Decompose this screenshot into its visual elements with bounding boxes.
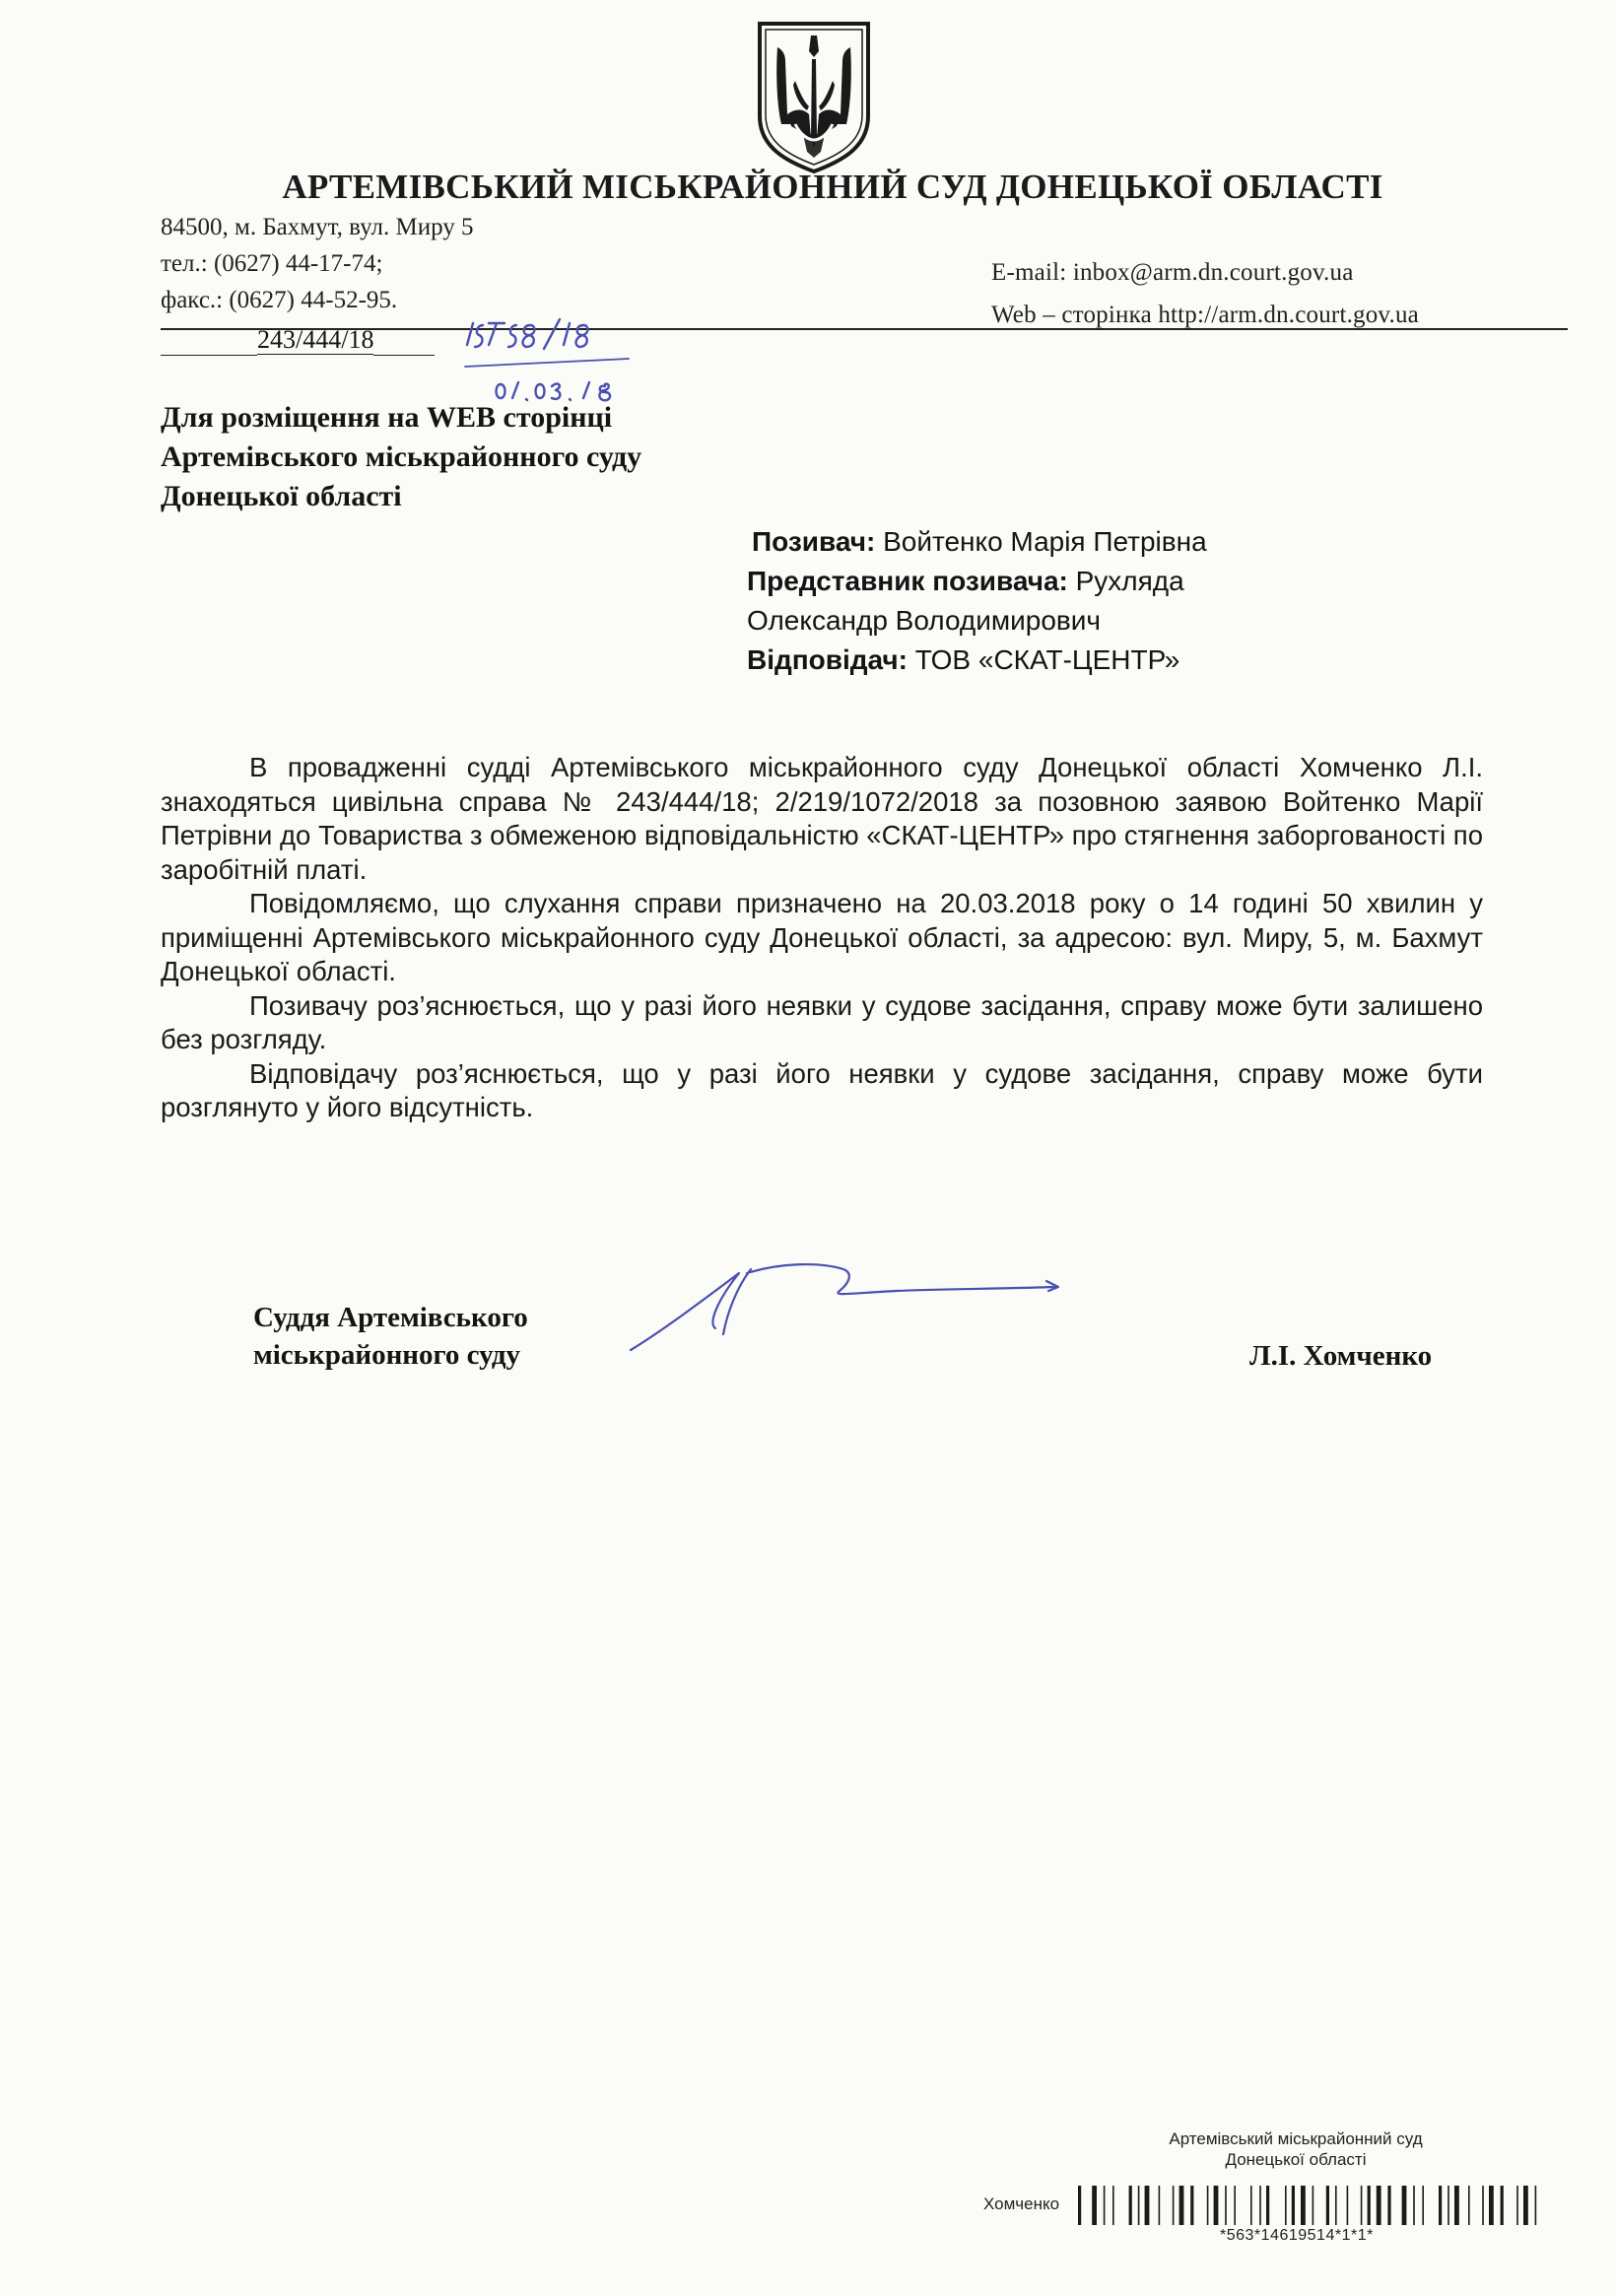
defendant-label: Відповідач: [747, 644, 909, 675]
addressee-line: Артемівського міськрайонного суду [161, 440, 642, 473]
addressee-block [161, 398, 641, 516]
paragraph: В провадженні судді Артемівського міськрайонного суду Донецької області Хомченко Л.І. знаходяться цивільна справа № 243/444/18; 2/219/1072/2018 за позовною заявою Войтенко Марії Петрівни до Товариства з обмеженою відповідальністю «СКАТ-ЦЕНТР» про стягнення заборгованості по заробітній платі. [161, 752, 1483, 885]
signatory-title [253, 1299, 528, 1374]
addressee-line: Донецької області [161, 480, 402, 512]
plaintiff-name: Войтенко Марія Петрівна [875, 526, 1207, 557]
plaintiff-label: Позивач: [752, 526, 876, 557]
case-number: 243/444/18 [257, 325, 374, 354]
stamp-line: Донецької області [1225, 2150, 1367, 2169]
paragraph: Повідомляємо, що слухання справи призначено на 20.03.2018 року о 14 годині 50 хвилин у приміщенні Артемівського міськрайонного суду Донецької області, за адресою: вул. Миру, 5, м. Бахмут Донецької області. [161, 888, 1483, 986]
coat-of-arms-icon [752, 18, 876, 175]
blank-underline [373, 325, 435, 356]
defendant-line [747, 641, 1207, 680]
parties-block [747, 522, 1207, 680]
court-phone: тел.: (0627) 44-17-74; [161, 250, 383, 277]
plaintiff-line [747, 522, 1207, 562]
paragraph: Відповідачу роз’яснюється, що у разі його неявки у судове засідання, справу може бути розглянуто у його відсутність. [161, 1057, 1483, 1122]
handwritten-signature [621, 1244, 1064, 1372]
stamp-judge-name: Хомченко [983, 2195, 1060, 2213]
representative-name: Рухляда [1067, 566, 1184, 596]
court-address: 84500, м. Бахмут, вул. Миру 5 [161, 214, 474, 240]
representative-line-cont: Олександр Володимирович [747, 605, 1102, 636]
court-title: АРТЕМІВСЬКИЙ МІСЬКРАЙОННИЙ СУД ДОНЕЦЬКОЇ ОБЛАСТІ [282, 168, 1383, 206]
handwritten-registration-mark [461, 315, 639, 404]
contact-block-left [161, 209, 474, 318]
barcode-text: *563*14619514*1*1* [1220, 2227, 1374, 2244]
representative-line [747, 562, 1207, 601]
signatory-name: Л.І. Хомченко [1249, 1340, 1433, 1372]
signatory-title-line: Суддя Артемівського [253, 1302, 528, 1333]
paragraph: Позивачу роз’яснюється, що у разі його неявки у судове засідання, справу може бути залишено без розгляду. [161, 989, 1483, 1054]
registration-line [161, 325, 435, 356]
blank-underline [161, 325, 257, 356]
notice-body [161, 751, 1483, 1125]
stamp-line: Артемівський міськрайонний суд [1169, 2129, 1423, 2148]
court-fax: факс.: (0627) 44-52-95. [161, 287, 398, 313]
barcode-icon [1074, 2182, 1547, 2233]
signatory-title-line: міськрайонного суду [253, 1339, 521, 1371]
court-email: E-mail: inbox@arm.dn.court.gov.ua [991, 259, 1354, 286]
stamp-court-name [1133, 2128, 1458, 2170]
defendant-name: ТОВ «СКАТ-ЦЕНТР» [908, 644, 1180, 675]
contact-block-right [991, 251, 1419, 336]
addressee-line: Для розміщення на WEB сторінці [161, 401, 613, 434]
representative-label: Представник позивача: [747, 566, 1068, 596]
court-website: Web – сторінка http://arm.dn.court.gov.ua [991, 302, 1419, 328]
